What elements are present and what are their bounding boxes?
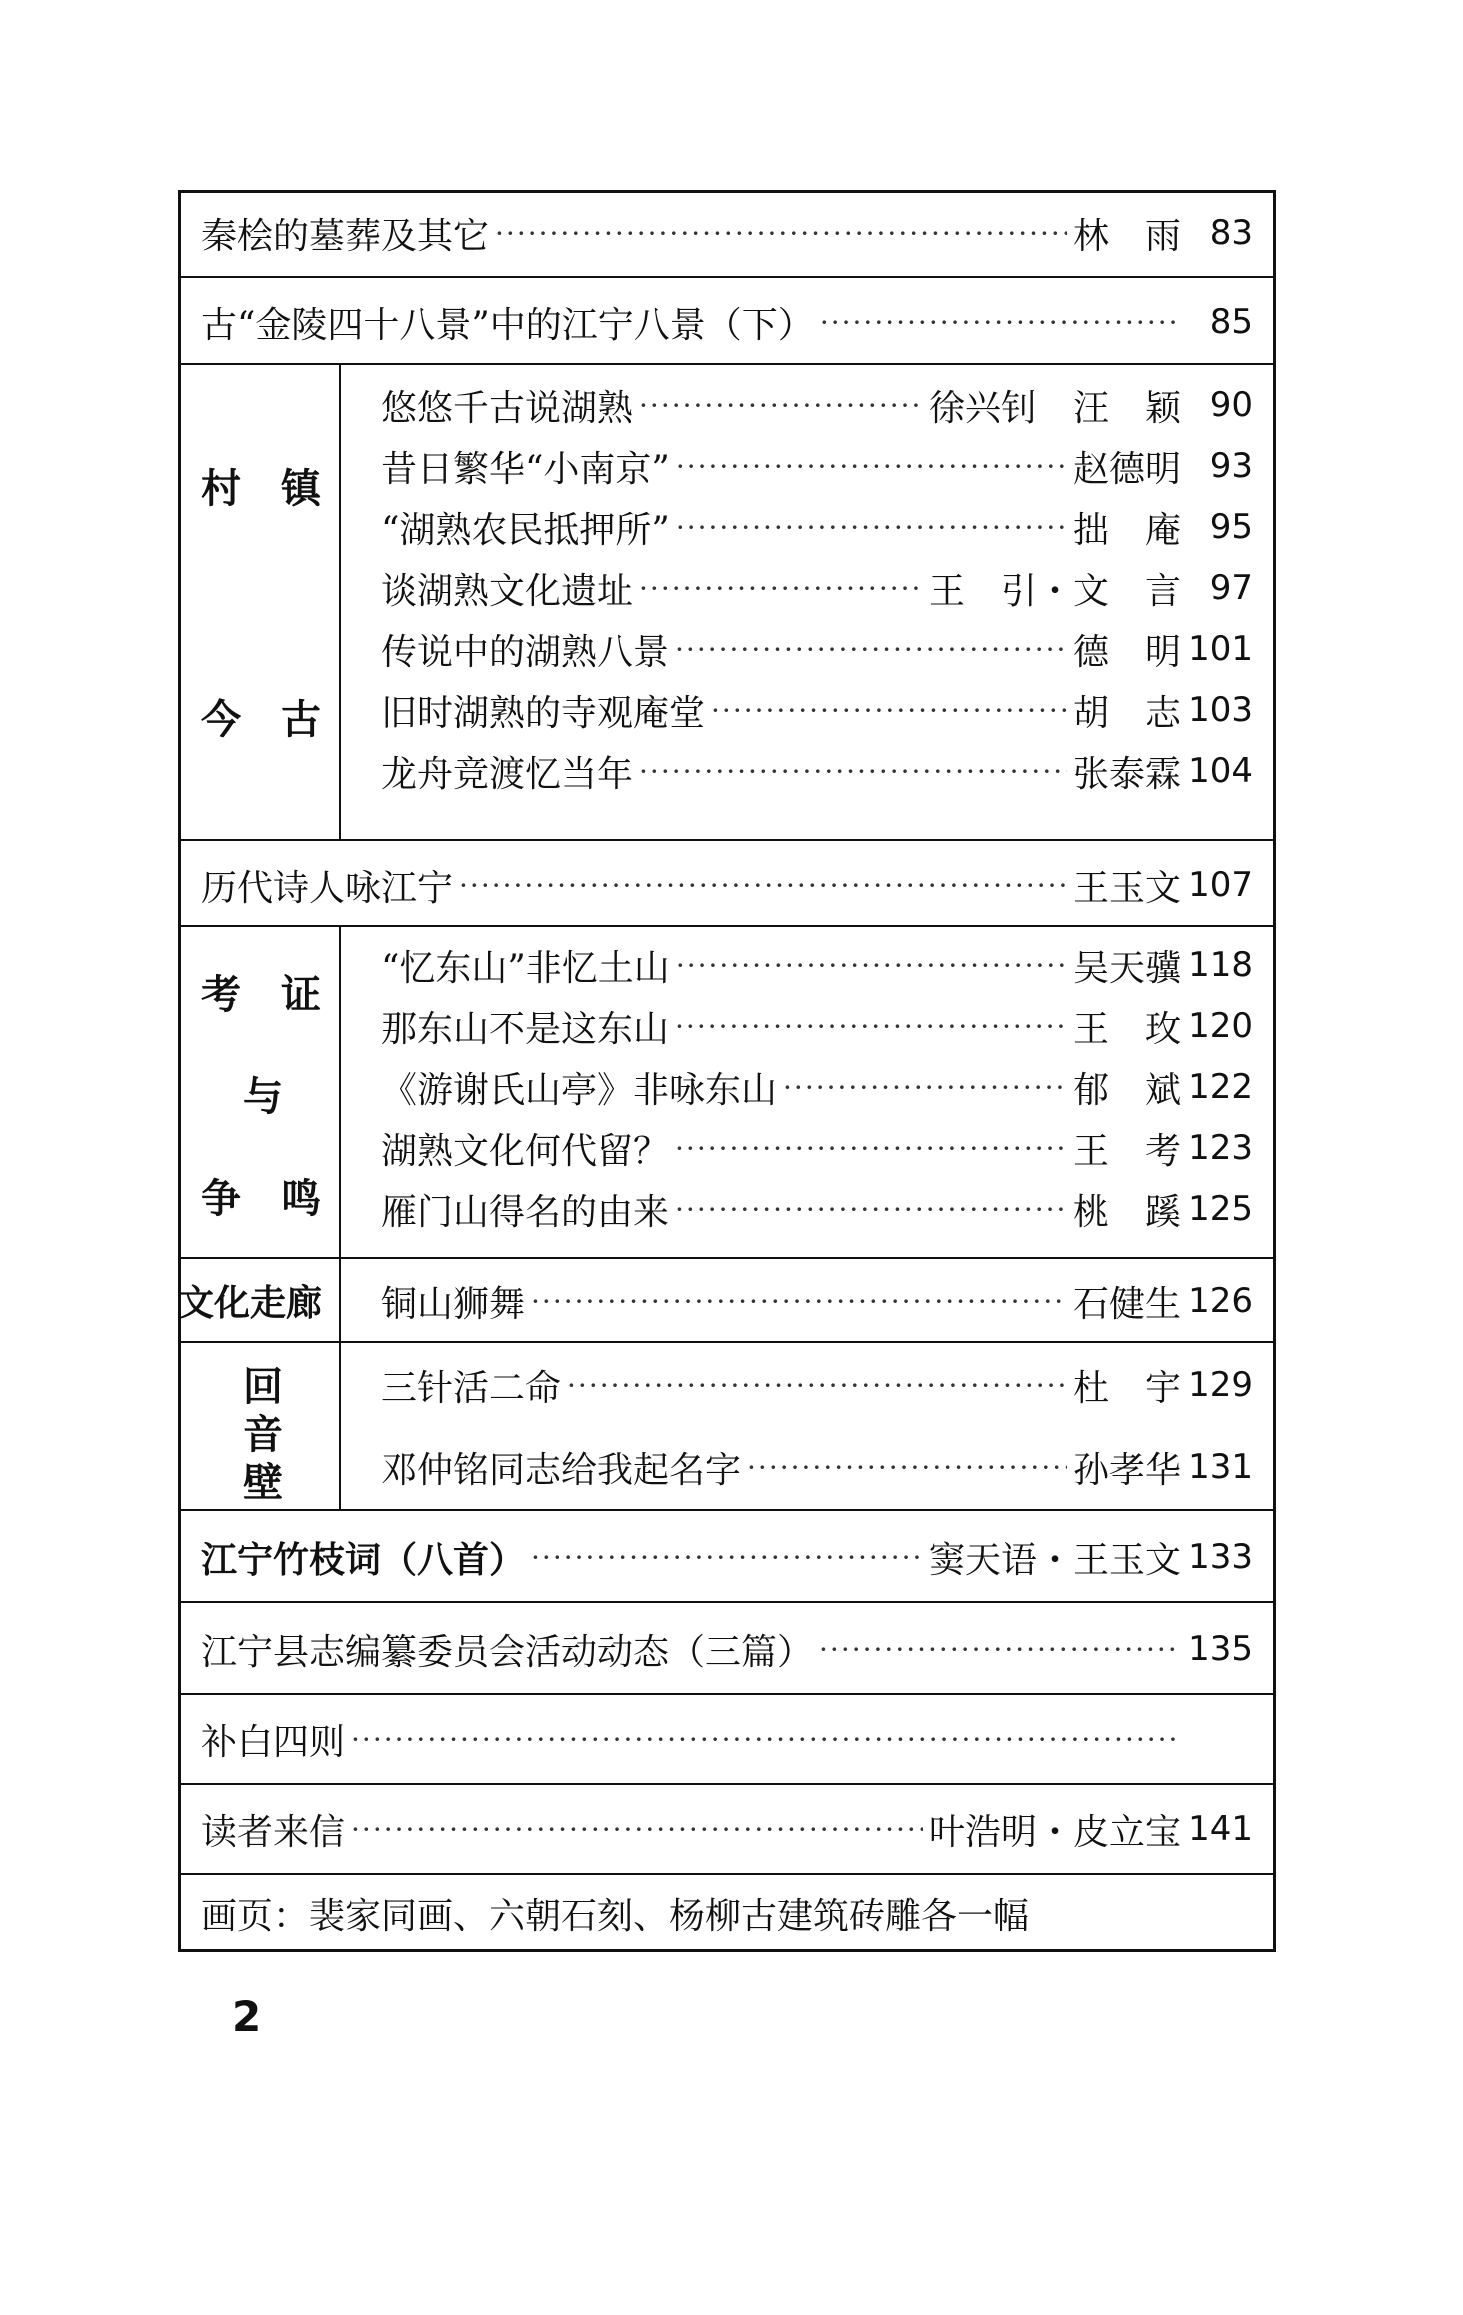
category-label: 考 证 与 争 鸣 bbox=[181, 927, 341, 1257]
entry-author: 拙 庵 bbox=[1072, 509, 1181, 551]
toc-entry bbox=[381, 377, 1253, 433]
entry-author: 杜 宇 bbox=[1072, 1367, 1181, 1409]
dot-leader bbox=[351, 1723, 1175, 1756]
entry-author: 石健生 bbox=[1072, 1283, 1181, 1325]
toc-entry bbox=[201, 1529, 1253, 1585]
entry-page: 122 bbox=[1188, 1067, 1253, 1107]
entry-author: 窦天语・王玉文 bbox=[928, 1539, 1181, 1581]
entry-page: 107 bbox=[1188, 865, 1253, 905]
dot-leader bbox=[639, 389, 923, 422]
entry-page: 125 bbox=[1188, 1189, 1253, 1229]
entry-title: 那东山不是这东山 bbox=[381, 1008, 670, 1050]
toc-row bbox=[181, 1511, 1273, 1603]
entry-title: 三针活二命 bbox=[381, 1367, 562, 1409]
toc-entry bbox=[201, 205, 1253, 261]
entry-author: 王 考 bbox=[1072, 1130, 1181, 1172]
entry-page: 83 bbox=[1209, 213, 1253, 253]
entry-page: 133 bbox=[1188, 1537, 1253, 1577]
entry-title: 昔日繁华“小南京” bbox=[381, 448, 670, 490]
entry-page: 85 bbox=[1209, 302, 1253, 342]
entry-title: 读者来信 bbox=[201, 1811, 346, 1853]
entry-title: 传说中的湖熟八景 bbox=[381, 631, 670, 673]
entry-title: “忆东山”非忆土山 bbox=[381, 947, 670, 989]
toc-row bbox=[181, 1875, 1273, 1952]
toc-entry bbox=[381, 1120, 1253, 1176]
entry-page: 131 bbox=[1188, 1447, 1253, 1487]
dot-leader bbox=[495, 217, 1067, 250]
dot-leader bbox=[711, 694, 1067, 727]
dot-leader bbox=[675, 1010, 1067, 1043]
entry-title: 古“金陵四十八景”中的江宁八景（下） bbox=[201, 304, 814, 346]
toc-entry bbox=[381, 682, 1253, 738]
entry-page: 95 bbox=[1209, 507, 1253, 547]
entry-author: 王玉文 bbox=[1072, 867, 1181, 909]
toc-entry bbox=[381, 998, 1253, 1054]
entry-page: 90 bbox=[1209, 385, 1253, 425]
entry-title: 铜山狮舞 bbox=[381, 1283, 526, 1325]
toc-entry bbox=[201, 1801, 1253, 1857]
entry-page: 104 bbox=[1188, 751, 1253, 791]
dot-leader bbox=[531, 1541, 923, 1574]
entry-title: 雁门山得名的由来 bbox=[381, 1191, 670, 1233]
toc-entry bbox=[201, 1621, 1253, 1677]
toc-entry bbox=[381, 743, 1253, 799]
entry-author: 德 明 bbox=[1072, 631, 1181, 673]
illustration-note: 画页：裴家同画、六朝石刻、杨柳古建筑砖雕各一幅 bbox=[201, 1895, 1030, 1937]
toc-row bbox=[181, 1695, 1273, 1785]
entry-author: 徐兴钊 汪 颖 bbox=[928, 387, 1181, 429]
dot-leader bbox=[459, 869, 1067, 902]
entry-author: 林 雨 bbox=[1072, 215, 1181, 257]
entry-title: 旧时湖熟的寺观庵堂 bbox=[381, 692, 706, 734]
entry-title: 历代诗人咏江宁 bbox=[201, 867, 454, 909]
entry-title: 邓仲铭同志给我起名字 bbox=[381, 1449, 742, 1491]
entry-title: 《游谢氏山亭》非咏东山 bbox=[381, 1069, 778, 1111]
entry-page: 126 bbox=[1188, 1281, 1253, 1321]
entry-title: “湖熟农民抵押所” bbox=[381, 509, 670, 551]
toc-entry bbox=[201, 1711, 1253, 1767]
dot-leader bbox=[639, 755, 1067, 788]
entry-page: 97 bbox=[1209, 568, 1253, 608]
dot-leader bbox=[675, 1132, 1067, 1165]
toc-row bbox=[181, 841, 1273, 927]
toc-entry bbox=[381, 560, 1253, 616]
entry-author: 叶浩明・皮立宝 bbox=[928, 1811, 1181, 1853]
toc-entry bbox=[381, 621, 1253, 677]
entry-author: 王 引・文 言 bbox=[928, 570, 1181, 612]
entry-title: 江宁竹枝词（八首） bbox=[201, 1539, 526, 1581]
table-of-contents bbox=[178, 190, 1276, 1952]
category-label: 村 镇 今 古 bbox=[181, 365, 341, 839]
toc-entry bbox=[381, 1181, 1253, 1237]
entry-page: 120 bbox=[1188, 1006, 1253, 1046]
entry-author: 胡 志 bbox=[1072, 692, 1181, 734]
entry-page: 135 bbox=[1188, 1629, 1253, 1669]
entry-title: 江宁县志编纂委员会活动动态（三篇） bbox=[201, 1631, 814, 1673]
toc-row bbox=[181, 278, 1273, 365]
entry-author: 张泰霖 bbox=[1072, 753, 1181, 795]
entry-page: 101 bbox=[1188, 629, 1253, 669]
toc-entry bbox=[381, 937, 1253, 993]
toc-entry bbox=[381, 1273, 1253, 1329]
dot-leader bbox=[675, 1193, 1067, 1226]
toc-entry bbox=[381, 499, 1253, 555]
dot-leader bbox=[567, 1369, 1067, 1402]
entry-page: 93 bbox=[1209, 446, 1253, 486]
toc-entry bbox=[381, 1439, 1253, 1495]
section-wenhua bbox=[178, 1259, 1273, 1343]
entry-title: 悠悠千古说湖熟 bbox=[381, 387, 634, 429]
page-number: 2 bbox=[232, 1992, 262, 2041]
dot-leader bbox=[351, 1813, 923, 1846]
dot-leader bbox=[783, 1071, 1067, 1104]
entry-title: 湖熟文化何代留？ bbox=[381, 1130, 670, 1172]
dot-leader bbox=[676, 511, 1067, 544]
entry-title: 谈湖熟文化遗址 bbox=[381, 570, 634, 612]
entry-author: 王 玫 bbox=[1072, 1008, 1181, 1050]
dot-leader bbox=[820, 306, 1175, 339]
toc-entry bbox=[201, 1885, 1253, 1941]
toc-row bbox=[181, 1785, 1273, 1875]
toc-entry bbox=[201, 857, 1253, 913]
entry-title: 秦桧的墓葬及其它 bbox=[201, 215, 490, 257]
entry-title: 补白四则 bbox=[201, 1721, 346, 1763]
dot-leader bbox=[819, 1633, 1175, 1666]
dot-leader bbox=[531, 1285, 1067, 1318]
entry-page: 123 bbox=[1188, 1128, 1253, 1168]
entry-page: 141 bbox=[1188, 1809, 1253, 1849]
dot-leader bbox=[639, 572, 923, 605]
toc-entry bbox=[381, 1357, 1253, 1413]
toc-entry bbox=[381, 438, 1253, 494]
section-cunzhen bbox=[181, 365, 1273, 841]
category-label: 回 音 壁 bbox=[181, 1343, 341, 1509]
entry-author: 桃 蹊 bbox=[1072, 1191, 1181, 1233]
toc-entry bbox=[201, 294, 1253, 350]
toc-row bbox=[181, 193, 1273, 278]
dot-leader bbox=[675, 633, 1067, 666]
section-kaozheng bbox=[181, 927, 1273, 1259]
entry-page: 118 bbox=[1188, 945, 1253, 985]
toc-row bbox=[181, 1603, 1273, 1695]
dot-leader bbox=[676, 450, 1067, 483]
dot-leader bbox=[676, 949, 1067, 982]
entry-title: 龙舟竞渡忆当年 bbox=[381, 753, 634, 795]
entry-author: 赵德明 bbox=[1072, 448, 1181, 490]
entry-author: 孙孝华 bbox=[1072, 1449, 1181, 1491]
entry-author: 吴天骥 bbox=[1072, 947, 1181, 989]
entry-page: 129 bbox=[1188, 1365, 1253, 1405]
category-label: 文化走廊 bbox=[178, 1259, 341, 1341]
entry-page: 103 bbox=[1188, 690, 1253, 730]
section-huiyin bbox=[181, 1343, 1273, 1511]
toc-entry bbox=[381, 1059, 1253, 1115]
entry-author: 郁 斌 bbox=[1072, 1069, 1181, 1111]
dot-leader bbox=[747, 1451, 1067, 1484]
